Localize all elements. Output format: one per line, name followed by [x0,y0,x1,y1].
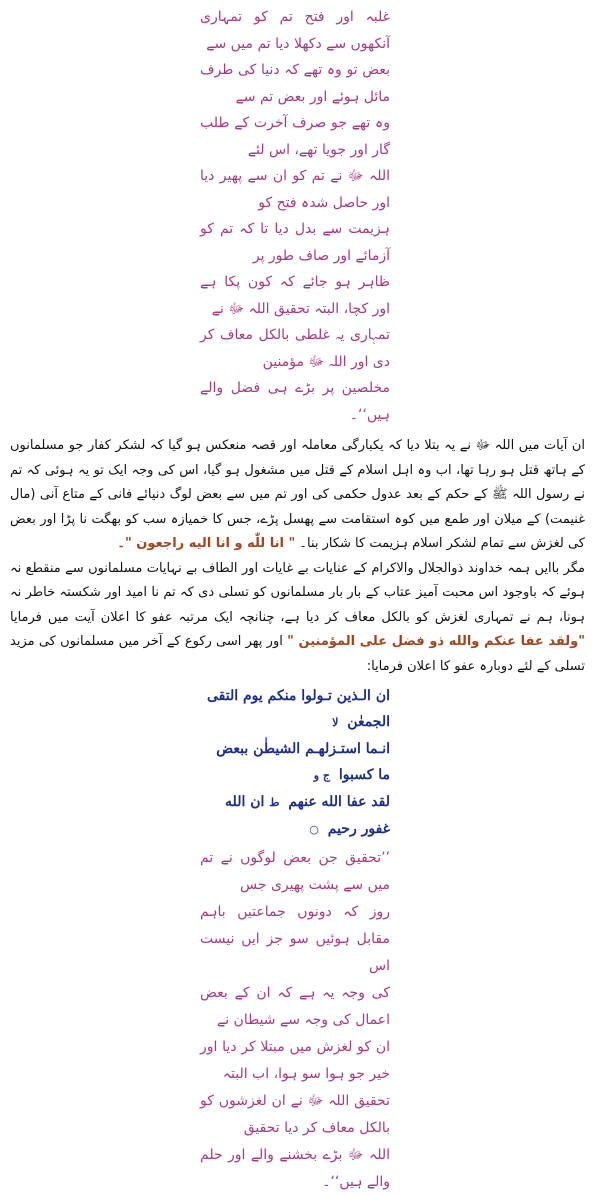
paragraph-text-after: اور پھر اسی رکوع کے آخر میں مسلمانوں کی مزید تسلی کے لئے دوبارہ عفو کا اعلان فرمایا: [10,634,585,674]
waqf-mark: ج و [313,769,330,782]
paragraph-commentary-1 [10,434,585,557]
translation-line: تحقیق اللہ ﷻ نے ان لغزشوں کو بالکل معاف کر دیا تحقیق [200,1093,390,1136]
translation-line: اللہ ﷻ نے تم کو ان سے پھیر دیا اور حاصل شدہ فتح کو [200,168,390,211]
verse-text: ان الـذين تـولوا منكم يوم التقى الجمعٰن [206,688,390,730]
verse-text-rest: ان الله غفور رحيم [225,794,390,837]
arabic-phrase-inna-lillah: " انا للّٰه و انا الیه راجعون "۔ [117,536,296,551]
translation-line: ان کو لغزش میں مبتلا کر دیا اور خیر جو ہوا سو ہوا، اب البتہ [200,1039,390,1082]
translation-line: مخلصین پر بڑے ہی فضل والے ہیں‘‘۔ [200,380,390,423]
verse-text: انـما استـزلهـم الشيطٰن ببعض ما كسبوا [216,741,390,783]
verse-line [200,683,390,736]
waqf-mark: لا [332,716,339,729]
translation-line: غلبہ اور فتح تم کو تمہاری آنکھوں سے دکھلا دیا تم میں سے [200,9,390,52]
paragraph-text: ان آیات میں اللہ ﷻ نے یہ بتلا دیا کہ یکبارگی معاملہ اور قصہ منعکس ہو گیا کہ لشکر کفار جو مسلمانوں کے ہاتھ قتل ہو رہا تھا، اب وہ اہل اسلام کے قتل میں مشغول ہو گیا، اس کی وجہ ایک تو یہ ہوئی کہ تم نے رسول اللہ ﷺ کے حکم کے بعد عدول حکمی کی اور تم میں سے بعض لوگ دنیائے فانی کے متاع آنی (مال غنیمت) کے میلان اور طمع میں کوہ استقامت سے پھسل پڑے، جس کا خمیازہ سب کو بھگت نا پڑا اور بعض کی لغزش سے تمام لشکر اسلام ہزیمت کا شکار بنا۔ [10,438,585,551]
verse-line [200,789,390,843]
translation-line: ہزیمت سے بدل دیا تا کہ تم کو آزمائے اور صاف طور پر [200,221,390,264]
quran-verse-block [10,683,585,843]
waqf-mark: ط [269,796,280,809]
paragraph-commentary-2 [10,557,585,680]
translation-line: اللہ ﷻ بڑے بخشنے والے اور حلم والے ہیں‘‘۔ [200,1147,390,1190]
translation-line: کی وجہ یہ ہے کہ ان کے بعض اعمال کی وجہ سے شیطان نے [200,985,390,1028]
ayah-end-icon: ○ [309,823,319,836]
verse-text: لقد عفا الله عنهم [288,794,390,810]
translation-line: روز کہ دونوں جماعتیں باہم مقابل ہوئیں سو جز ایں نیست اس [200,904,390,974]
arabic-verse-quote: "ولقد عفا عنكم والله ذو فضل على المؤمنين " [287,634,585,649]
verse-line [200,736,390,789]
paragraph-text: مگر باایں ہمہ خداوند ذوالجلال والاکرام کے عنایات بے غایات اور الطاف بے نہایات مسلمانوں سے منقطع نہ ہوئے کہ باوجود اس محبت آمیز عتاب کے بار بار مسلمانوں کو تسلی دی کہ تم نا امید اور شکستہ خاطر نہ ہونا، ہم نے تمہاری لغزش کو بالکل معاف کر دیا ہے، چنانچہ ایک مرتبہ عفو کا اعلان آیت میں فرمایا [10,560,585,625]
translation-top [200,4,390,428]
translation-line: ’’تحقیق جن بعض لوگوں نے تم میں سے پشت پھیری جس [200,850,390,893]
translation-line: تمہاری یہ غلطی بالکل معاف کر دی اور اللہ ﷻ مؤمنین [200,327,390,370]
translation-line: بعض تو وہ تھے کہ دنیا کی طرف مائل ہوئے اور بعض تم سے [200,62,390,105]
translation-line: ظاہر ہو جائے کہ کون پکا ہے اور کچا، البتہ تحقیق اللہ ﷻ نے [200,274,390,317]
translation-line: وہ تھے جو صرف آخرت کے طلب گار اور جویا تھے، اس لئے [200,115,390,158]
translation-bottom [200,845,390,1196]
